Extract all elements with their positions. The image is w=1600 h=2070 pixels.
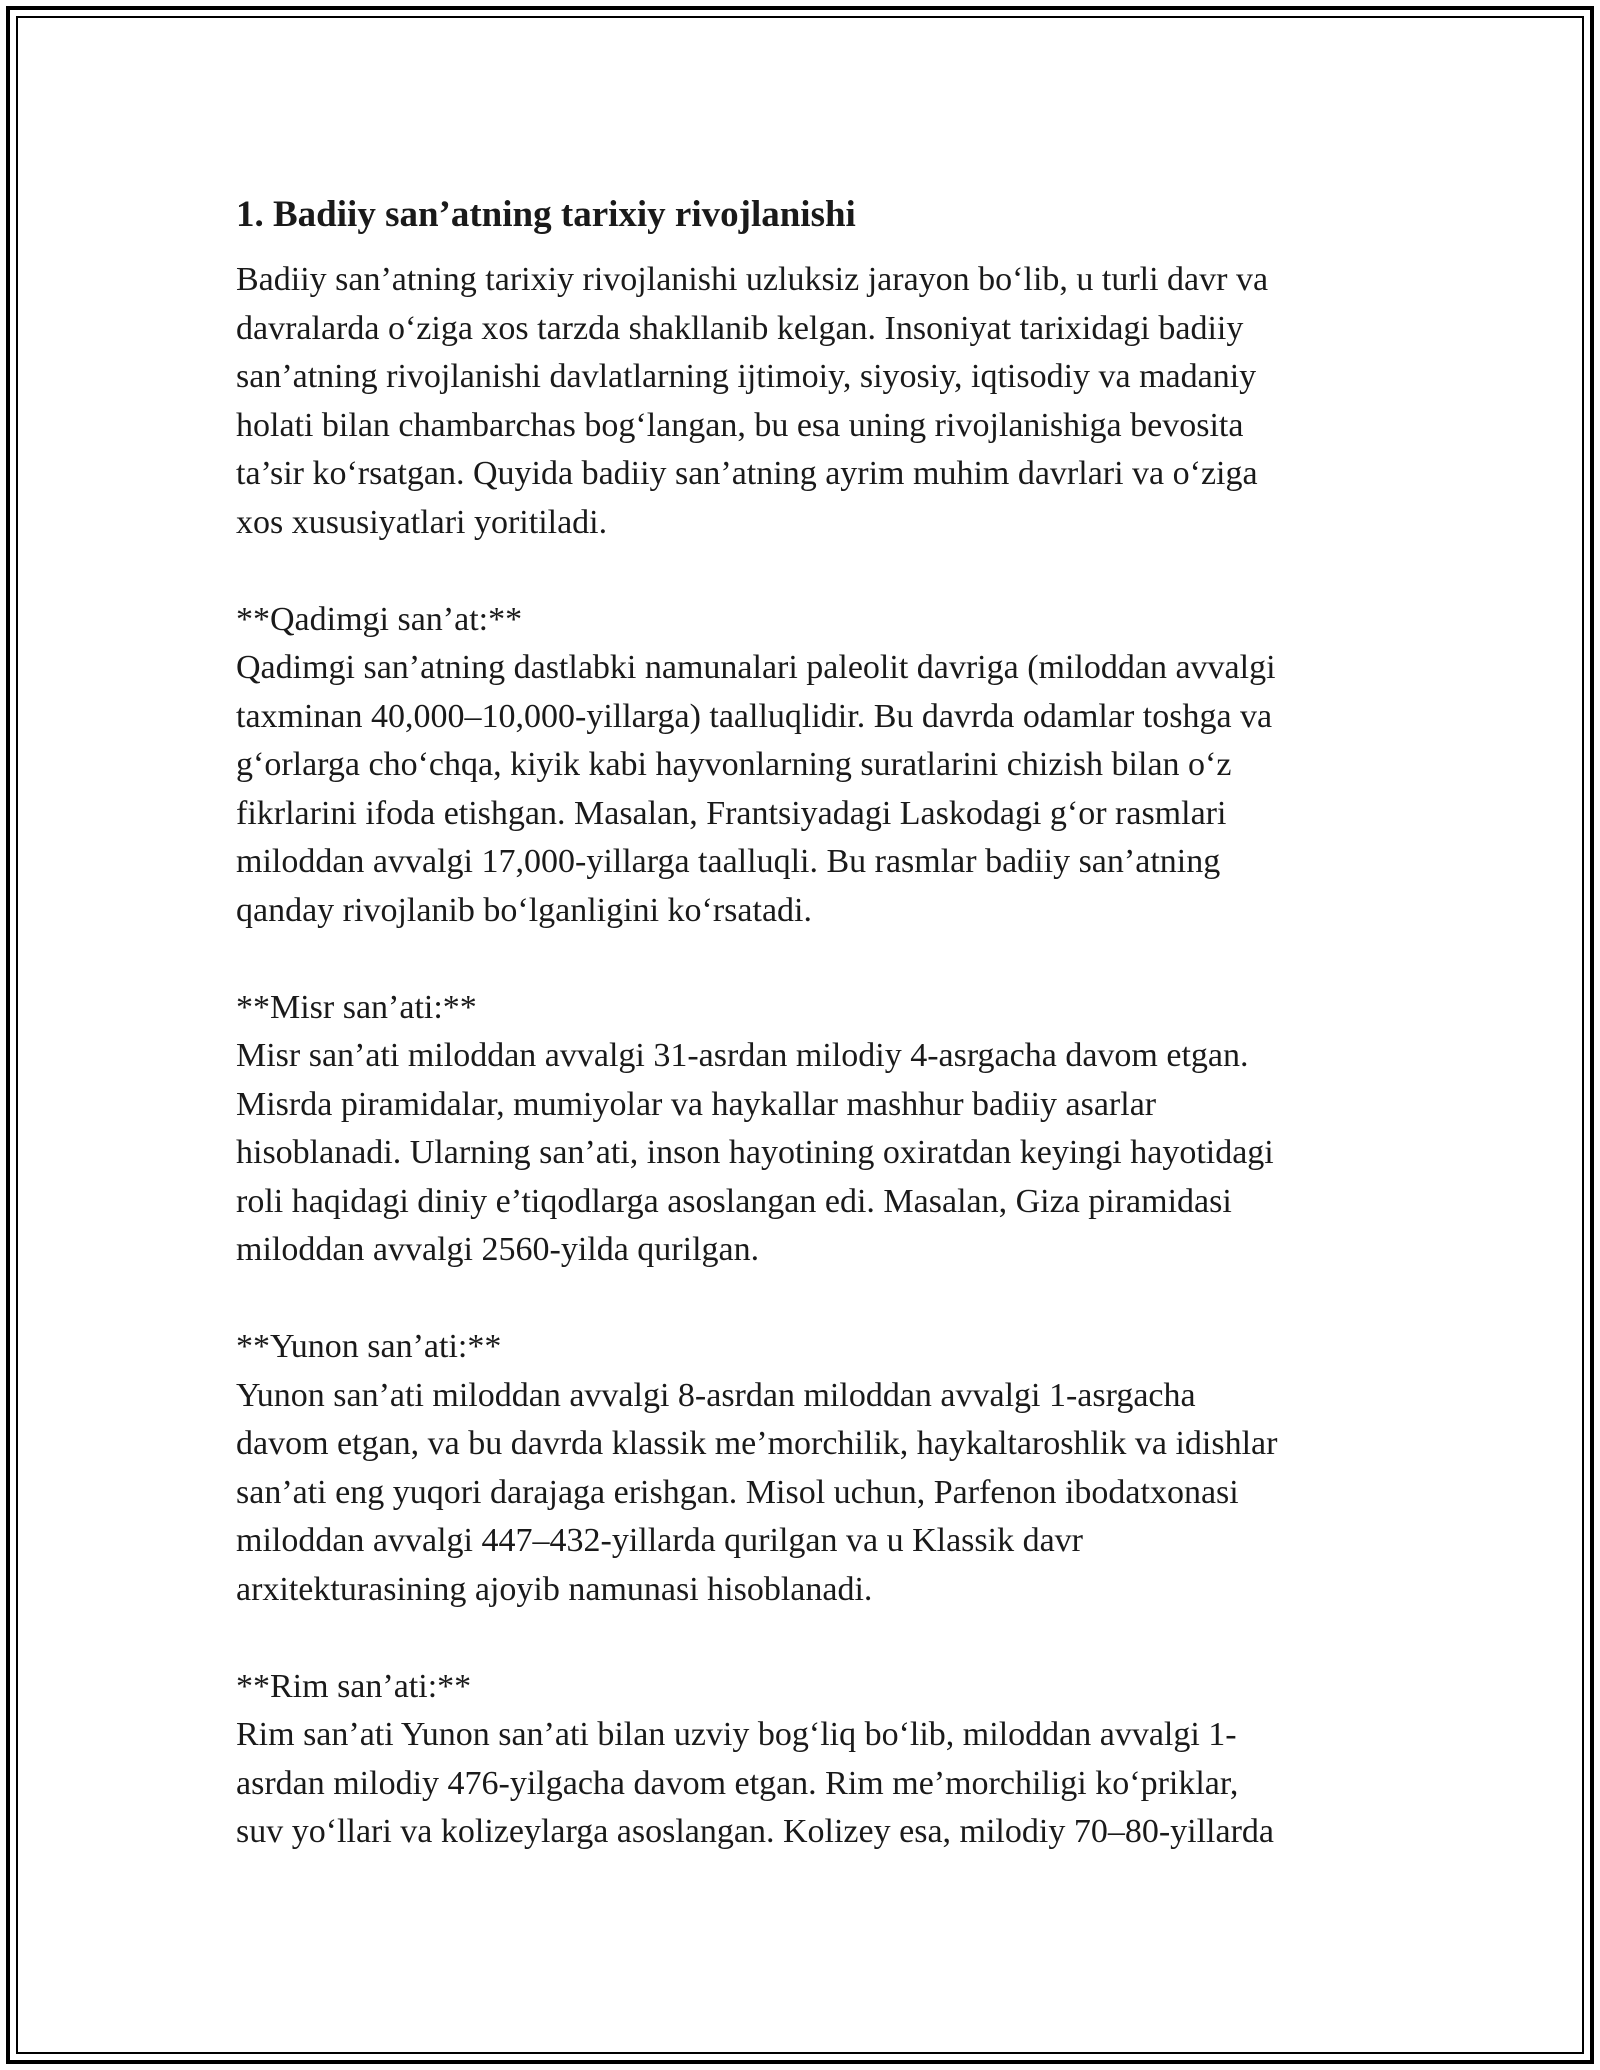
text-line: davralarda o‘ziga xos tarzda shakllanib kelgan. Insoniyat tarixidagi badiiy [236, 309, 1244, 347]
text-line: asrdan milodiy 476-yilgacha davom etgan. Rim me’morchiligi ko‘priklar, [236, 1764, 1239, 1802]
text-line: xos xususiyatlari yoritiladi. [236, 503, 608, 541]
text-line: Badiiy san’atning tarixiy rivojlanishi uzluksiz jarayon bo‘lib, u turli davr va [236, 261, 1269, 298]
blank-line [236, 547, 1386, 596]
text-line: roli haqidagi diniy e’tiqodlarga asoslangan edi. Masalan, Giza piramidasi [236, 1182, 1232, 1220]
text-line: g‘orlarga cho‘chqa, kiyik kabi hayvonlarning suratlarini chizish bilan o‘z [236, 746, 1232, 783]
text-line: Qadimgi san’atning dastlabki namunalari paleolit davriga (miloddan avvalgi [236, 649, 1276, 686]
text-line: san’ati eng yuqori darajaga erishgan. Misol uchun, Parfenon ibodatxonasi [236, 1473, 1239, 1511]
text-line: fikrlarini ifoda etishgan. Masalan, Frantsiyadagi Laskodagi g‘or rasmlari [236, 794, 1227, 832]
blank-line [236, 1614, 1386, 1663]
text-line: davom etgan, va bu davrda klassik me’morchilik, haykaltaroshlik va idishlar [236, 1425, 1278, 1462]
text-line: Misr san’ati miloddan avvalgi 31-asrdan milodiy 4-asrgacha davom etgan. [236, 1037, 1249, 1074]
blank-line [236, 935, 1386, 984]
document-text [236, 256, 1386, 1857]
text-line: holati bilan chambarchas bog‘langan, bu esa uning rivojlanishiga bevosita [236, 406, 1244, 444]
text-line: hisoblanadi. Ularning san’ati, inson hayotining oxiratdan keyingi hayotidagi [236, 1134, 1274, 1171]
text-line: arxitekturasining ajoyib namunasi hisoblanadi. [236, 1570, 873, 1608]
text-line: miloddan avvalgi 17,000-yillarga taalluqli. Bu rasmlar badiiy san’atning [236, 843, 1221, 880]
text-line: taxminan 40,000–10,000-yillarga) taalluqlidir. Bu davrda odamlar toshga va [236, 697, 1273, 735]
text-line: Yunon san’ati miloddan avvalgi 8-asrdan miloddan avvalgi 1-asrgacha [236, 1376, 1196, 1414]
text-line: Misrda piramidalar, mumiyolar va haykallar mashhur badiiy asarlar [236, 1085, 1157, 1123]
page-title: 1. Badiiy san’atning tarixiy rivojlanishi [236, 194, 856, 235]
section-heading-line: **Misr san’ati:** [236, 988, 477, 1026]
text-line: miloddan avvalgi 2560-yilda qurilgan. [236, 1231, 760, 1268]
text-line: miloddan avvalgi 447–432-yillarda qurilgan va u Klassik davr [236, 1522, 1083, 1559]
blank-line [236, 1275, 1386, 1324]
text-line: suv yo‘llari va kolizeylarga asoslangan. Kolizey esa, milodiy 70–80-yillarda [236, 1813, 1274, 1850]
section-heading-line: **Yunon san’ati:** [236, 1328, 502, 1365]
text-line: san’atning rivojlanishi davlatlarning ijtimoiy, siyosiy, iqtisodiy va madaniy [236, 358, 1257, 395]
text-line: qanday rivojlanib bo‘lganligini ko‘rsatadi. [236, 891, 812, 929]
section-heading-line: **Rim san’ati:** [236, 1667, 472, 1705]
document-body [236, 186, 1386, 1857]
text-line: ta’sir ko‘rsatgan. Quyida badiiy san’atning ayrim muhim davrlari va o‘ziga [236, 455, 1258, 492]
text-line: Rim san’ati Yunon san’ati bilan uzviy bog‘liq bo‘lib, miloddan avvalgi 1- [236, 1716, 1237, 1753]
section-heading-line: **Qadimgi san’at:** [236, 600, 523, 638]
